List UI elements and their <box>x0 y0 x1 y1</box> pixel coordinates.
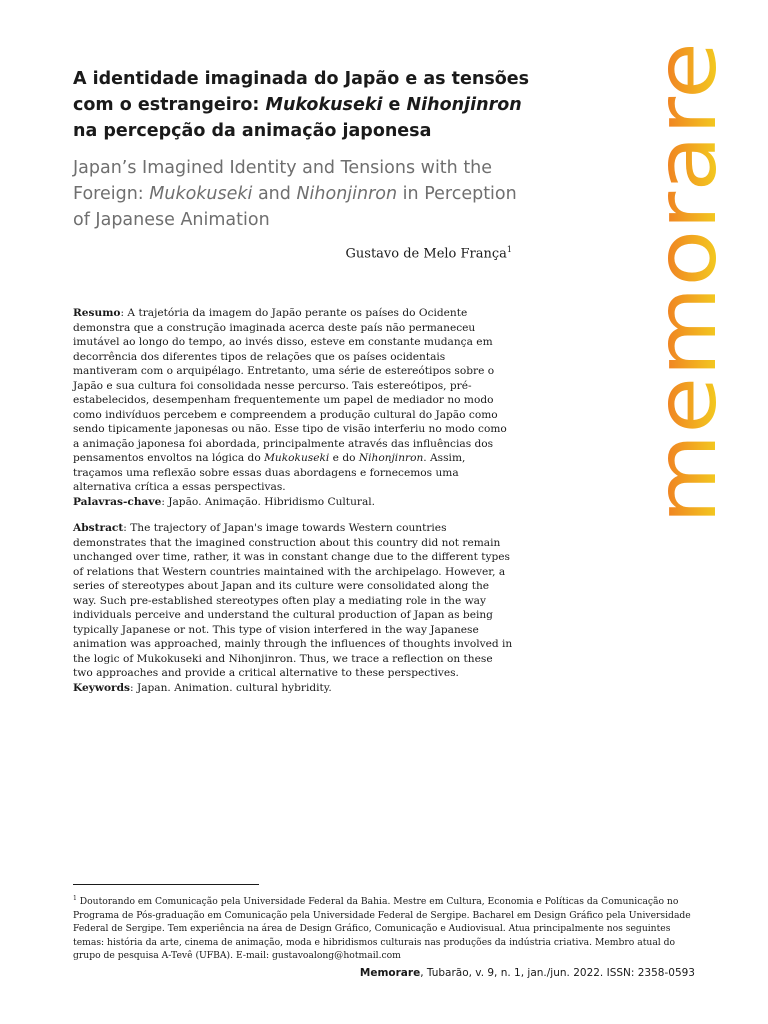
abstract-label: Abstract <box>73 522 124 534</box>
abstract-paragraph <box>73 521 513 681</box>
resumo-label: Resumo <box>73 307 121 319</box>
title-pt-part1: A identidade imaginada do Japão e as tensões com o estrangeiro: <box>73 69 530 115</box>
footer-citation: , Tubarão, v. 9, n. 1, jan./jun. 2022. ISSN: 2358-0593 <box>420 967 695 979</box>
palavras-chave-line <box>73 495 513 510</box>
abstract-text: : The trajectory of Japan's image towards Western countries demonstrates that the imagined construction about this country did not remain unchanged over time, rather, it was in constant change due to the different types of relations that Western countries maintained with the archipelago. However, a series of stereotypes about Japan and its culture were consolidated along the way. Such pre-established stereotypes often play a mediating role in the way individuals perceive and understand the cultural production of Japan as being typically Japanese or not. This type of vision interfered in the way Japanese animation was approached, mainly through the influences of thoughts involved in the logic of Mukokuseki and Nihonjinron. Thus, we trace a reflection on these two approaches and provide a critical alternative to these perspectives. <box>73 522 513 679</box>
keywords-text: : Japan. Animation. cultural hybridity. <box>130 681 332 694</box>
article-title-pt <box>73 66 533 144</box>
title-en-connector: and <box>252 184 297 204</box>
footnote-text: Doutorando em Comunicação pela Universidade Federal da Bahia. Mestre em Cultura, Economia e Políticas da Comunicação no Programa de Pós-graduação em Comunicação pela Universidade Federal de Sergipe. Bacharel em Design Gráfico pela Universidade Federal de Sergipe. Tem experiência na área de Design Gráfico, Comunicação e Audiovisual. Atua principalmente nos seguintes temas: história da arte, cinema de animação, moda e hibridismos culturais nas produções da indústria criativa. Membro atual do grupo de pesquisa A-Tevê (UFBA). E-mail: gustavoalong@hotmail.com <box>73 896 691 962</box>
palavras-chave-text: : Japão. Animação. Hibridismo Cultural. <box>161 495 376 508</box>
title-pt-connector: e <box>382 95 407 115</box>
resumo-connector: e do <box>329 452 359 464</box>
keywords-label: Keywords <box>73 681 131 694</box>
title-pt-term2: Nihonjinron <box>406 95 522 115</box>
author-footnote-mark[interactable]: 1 <box>506 245 512 254</box>
author-line <box>346 245 512 261</box>
title-en-term2: Nihonjinron <box>296 184 398 204</box>
footer-journal-name: Memorare <box>359 967 421 979</box>
footnote-divider <box>73 884 259 885</box>
author-name: Gustavo de Melo França <box>345 246 507 262</box>
palavras-chave-label: Palavras-chave <box>73 495 162 508</box>
resumo-section <box>73 306 513 509</box>
memorare-logo <box>637 40 735 530</box>
resumo-term1: Mukokuseki <box>264 452 330 464</box>
article-title-en <box>73 155 533 233</box>
title-pt-term1: Mukokuseki <box>265 95 383 115</box>
abstract-section <box>73 521 513 695</box>
title-en-part2: in Perception of Japanese Animation <box>73 184 517 230</box>
memorare-logo-text: memorare <box>637 86 735 524</box>
keywords-line <box>73 681 513 696</box>
resumo-paragraph <box>73 306 513 495</box>
resumo-text-part2: . Assim, traçamos uma reflexão sobre essas duas abordagens e fornecemos uma alternativa crítica a essas perspectivas. <box>73 452 466 493</box>
title-en-part1: Japan’s Imagined Identity and Tensions with the Foreign: <box>73 158 493 204</box>
resumo-text-part1: : A trajetória da imagem do Japão perante os países do Ocidente demonstra que a construção imaginada acerca deste país não permaneceu imutável ao longo do tempo, ao invés disso, esteve em constante mudança em decorrência dos diferentes tipos de relações que os países ocidentais mantiveram com o arquipélago. Entretanto, uma série de estereótipos sobre o Japão e sua cultura foi consolidada nesse percurso. Tais estereótipos, pré-estabelecidos, desempenham frequentemente um papel de mediador no modo como indivíduos percebem e compreendem a produção cultural do Japão como sendo tipicamente japonesas ou não. Esse tipo de visão interferiu no modo como a animação japonesa foi abordada, principalmente através das influências dos pensamentos envoltos na lógica do <box>73 307 507 464</box>
title-pt-part2: na percepção da animação japonesa <box>73 121 432 141</box>
footnote-mark: 1 <box>73 895 77 902</box>
resumo-term2: Nihonjinron <box>358 452 424 464</box>
page-footer <box>360 967 695 979</box>
title-en-term1: Mukokuseki <box>149 184 253 204</box>
footnote <box>73 892 698 963</box>
